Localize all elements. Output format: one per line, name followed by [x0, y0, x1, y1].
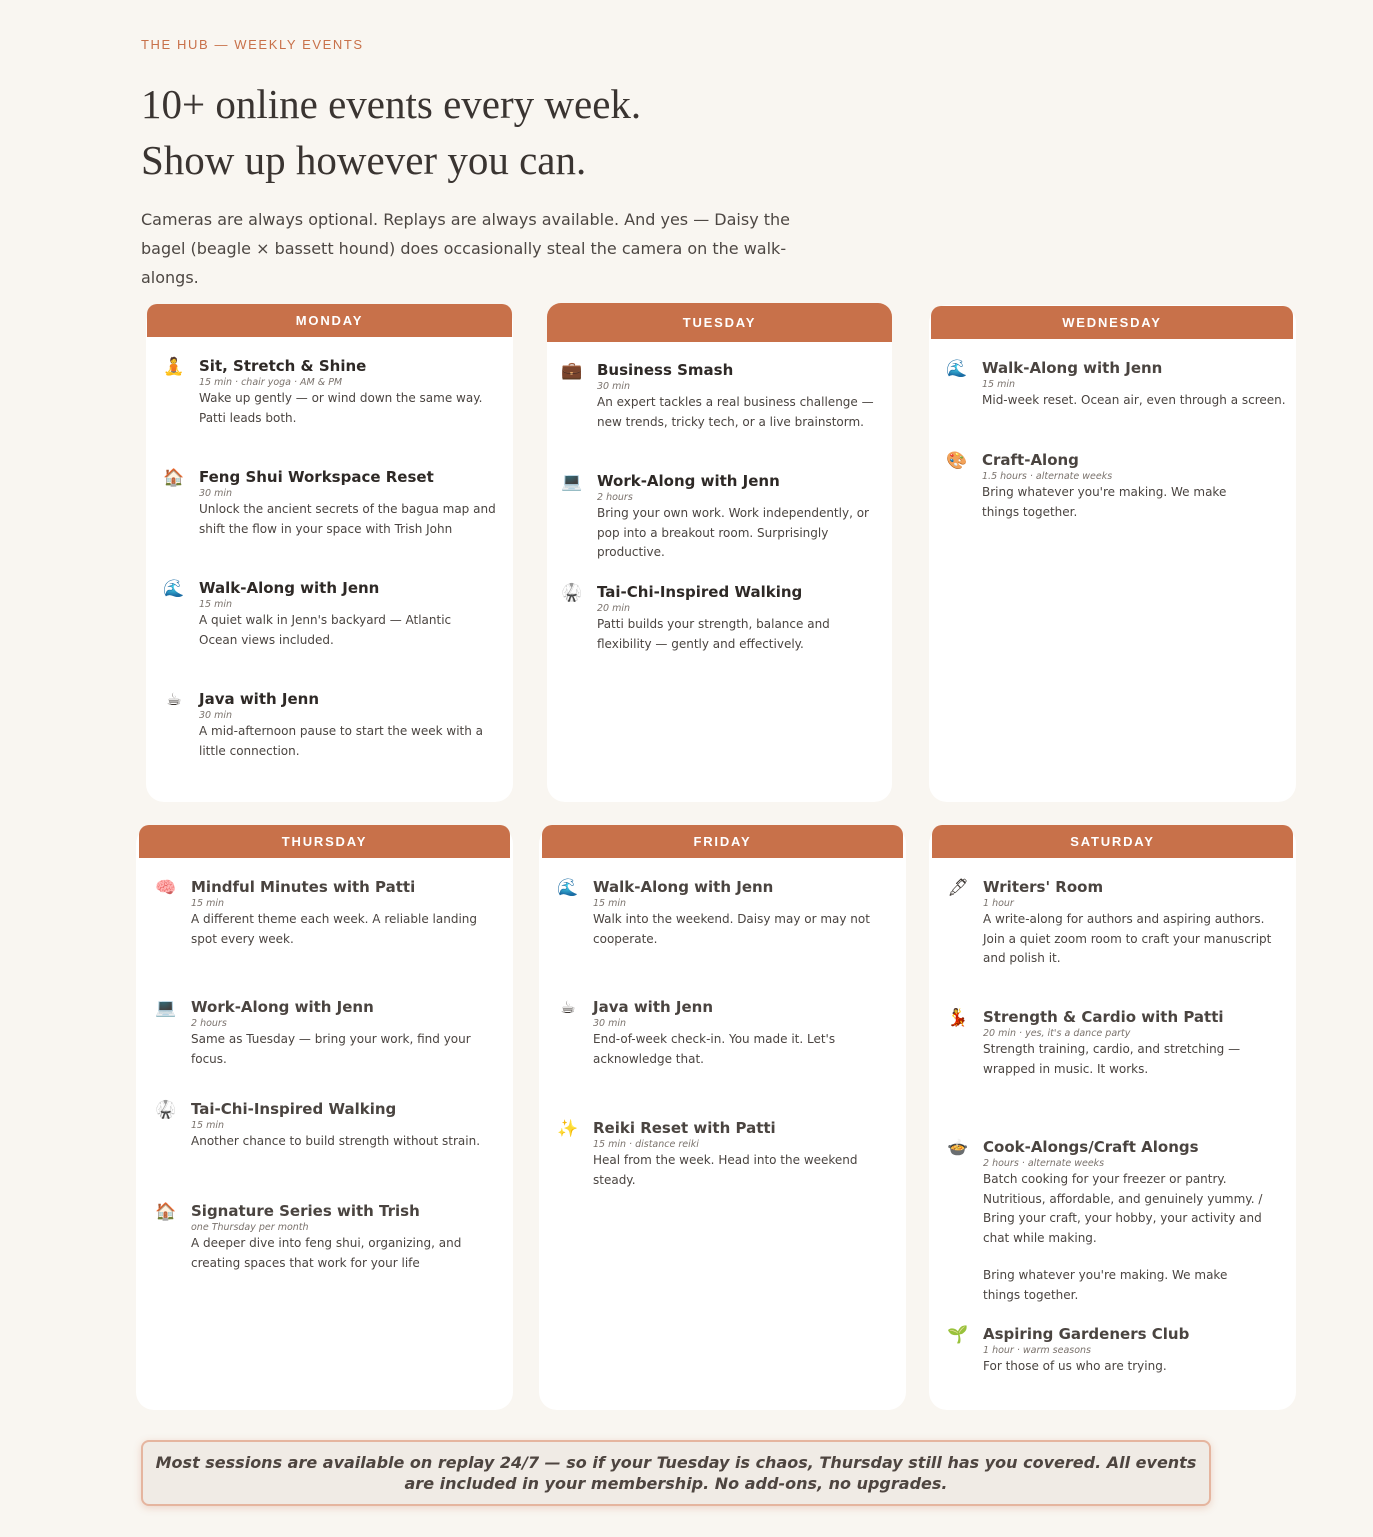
replay-note: [141, 1440, 1211, 1506]
event-title: Tai-Chi-Inspired Walking: [597, 583, 803, 601]
event-meta: 15 min: [593, 898, 627, 909]
dancer-icon: 💃: [947, 1008, 969, 1028]
event-title: Work-Along with Jenn: [597, 472, 780, 490]
coffee-icon: ☕: [560, 998, 576, 1018]
cooking-pot-icon: 🍲: [947, 1138, 969, 1158]
event-meta: 30 min: [593, 1018, 627, 1029]
wave-icon: 🌊: [946, 359, 968, 379]
event-title: Walk-Along with Jenn: [593, 878, 774, 896]
event-title: Sit, Stretch & Shine: [199, 357, 367, 375]
event-title: Java with Jenn: [593, 998, 714, 1016]
page-headline: [141, 76, 641, 188]
laptop-icon: 💻: [561, 472, 583, 492]
martial-arts-icon: 🥋: [561, 583, 583, 603]
pen-icon: 🖋: [947, 878, 969, 898]
day-header-tuesday: TUESDAY: [547, 303, 892, 342]
event-meta: 15 min: [191, 898, 225, 909]
day-header-wednesday: WEDNESDAY: [931, 306, 1293, 339]
event-meta: 30 min: [597, 381, 631, 392]
event-title: Craft-Along: [982, 451, 1079, 469]
martial-arts-icon: 🥋: [155, 1100, 177, 1120]
event-description: End-of-week check-in. You made it. Let's acknowledge that.: [593, 1032, 836, 1066]
section-eyebrow: THE HUB — WEEKLY EVENTS: [141, 37, 364, 52]
event-title: Tai-Chi-Inspired Walking: [191, 1100, 397, 1118]
event-meta: 1 hour: [983, 898, 1014, 909]
wave-icon: 🌊: [557, 878, 579, 898]
day-header-monday: MONDAY: [147, 304, 512, 337]
event-description: Unlock the ancient secrets of the bagua map and shift the flow in your space with Trish John: [199, 502, 496, 536]
event-title: Writers' Room: [983, 878, 1104, 896]
event-title: Signature Series with Trish: [191, 1202, 420, 1220]
event-meta: 2 hours: [191, 1018, 227, 1029]
event-description: Strength training, cardio, and stretching — wrapped in music. It works.: [983, 1042, 1241, 1076]
event-description: A different theme each week. A reliable landing spot every week.: [191, 912, 478, 946]
brain-icon: 🧠: [155, 878, 177, 898]
day-header-friday: FRIDAY: [542, 825, 903, 858]
event-description: Heal from the week. Head into the weekend steady.: [593, 1153, 858, 1187]
event-description: For those of us who are trying.: [983, 1359, 1167, 1373]
event-description: Another chance to build strength without strain.: [191, 1134, 481, 1148]
day-header-saturday: SATURDAY: [932, 825, 1293, 858]
event-title: Java with Jenn: [199, 690, 320, 708]
event-title: Aspiring Gardeners Club: [983, 1325, 1190, 1343]
event-description: A mid-afternoon pause to start the week with a little connection.: [199, 724, 484, 758]
house-icon: 🏠: [155, 1202, 177, 1222]
headline-line-2: Show up however you can.: [141, 137, 587, 183]
house-icon: 🏠: [163, 468, 185, 488]
intro-text: [141, 205, 841, 292]
event-meta: 30 min: [199, 710, 233, 721]
event-meta: 20 min · yes, it's a dance party: [983, 1028, 1131, 1039]
event-meta: 1.5 hours · alternate weeks: [982, 471, 1113, 482]
event-description: Bring your own work. Work independently, or pop into a breakout room. Surprisingly productive.: [597, 506, 869, 559]
event-description: Wake up gently — or wind down the same way. Patti leads both.: [199, 391, 483, 425]
event-description: An expert tackles a real business challenge — new trends, tricky tech, or a live brainstorm.: [597, 395, 874, 429]
event-title: Work-Along with Jenn: [191, 998, 374, 1016]
coffee-icon: ☕: [166, 690, 182, 710]
event-description: Batch cooking for your freezer or pantry. Nutritious, affordable, and genuinely yummy. / Bring your craft, your hobby, your activity and chat while making.: [983, 1172, 1263, 1245]
event-title: Walk-Along with Jenn: [199, 579, 380, 597]
intro-line-1: Cameras are always optional. Replays are always available. And yes — Daisy the: [141, 210, 791, 229]
event-meta: 15 min · distance reiki: [593, 1139, 699, 1150]
event-meta: 1 hour · warm seasons: [983, 1345, 1092, 1356]
event-description: Bring whatever you're making. We make things together.: [982, 485, 1227, 519]
event-description: Mid-week reset. Ocean air, even through a screen.: [982, 393, 1286, 407]
event-meta: 15 min: [191, 1120, 225, 1131]
seedling-icon: 🌱: [947, 1325, 969, 1345]
event-meta: 15 min: [199, 599, 233, 610]
event-title: Reiki Reset with Patti: [593, 1119, 776, 1137]
event-description: A write-along for authors and aspiring authors. Join a quiet zoom room to craft your manuscript and polish it.: [983, 912, 1272, 965]
event-meta: 2 hours: [597, 492, 633, 503]
sparkles-icon: ✨: [557, 1119, 579, 1139]
headline-line-1: 10+ online events every week.: [141, 81, 642, 127]
event-meta: 15 min · chair yoga · AM & PM: [199, 377, 343, 388]
event-title: Business Smash: [597, 361, 734, 379]
laptop-icon: 💻: [155, 998, 177, 1018]
meditation-icon: 🧘: [163, 357, 185, 377]
event-description: Patti builds your strength, balance and flexibility — gently and effectively.: [597, 617, 830, 651]
replay-note-text: Most sessions are available on replay 24/7 — so if your Tuesday is chaos, Thursday still has you covered. All events are included in your membership. No add-ons, no upgrades.: [155, 1453, 1197, 1493]
event-description: Same as Tuesday — bring your work, find your focus.: [191, 1032, 471, 1066]
event-description-extra: Bring whatever you're making. We make things together.: [983, 1268, 1228, 1302]
event-description: A quiet walk in Jenn's backyard — Atlantic Ocean views included.: [199, 613, 452, 647]
event-title: Walk-Along with Jenn: [982, 359, 1163, 377]
event-description: Walk into the weekend. Daisy may or may not cooperate.: [593, 912, 870, 946]
event-meta: 2 hours · alternate weeks: [983, 1158, 1105, 1169]
event-title: Feng Shui Workspace Reset: [199, 468, 434, 486]
palette-icon: 🎨: [946, 451, 968, 471]
intro-line-2: bagel (beagle × bassett hound) does occasionally steal the camera on the walk-alongs.: [141, 239, 787, 287]
event-title: Cook-Alongs/Craft Alongs: [983, 1138, 1199, 1156]
event-meta: one Thursday per month: [191, 1222, 309, 1233]
event-title: Strength & Cardio with Patti: [983, 1008, 1224, 1026]
event-meta: 20 min: [597, 603, 631, 614]
day-header-thursday: THURSDAY: [139, 825, 510, 858]
event-meta: 15 min: [982, 379, 1016, 390]
briefcase-icon: 💼: [561, 361, 583, 381]
event-meta: 30 min: [199, 488, 233, 499]
event-title: Mindful Minutes with Patti: [191, 878, 416, 896]
event-description: A deeper dive into feng shui, organizing, and creating spaces that work for your life: [191, 1236, 462, 1270]
wave-icon: 🌊: [163, 579, 185, 599]
